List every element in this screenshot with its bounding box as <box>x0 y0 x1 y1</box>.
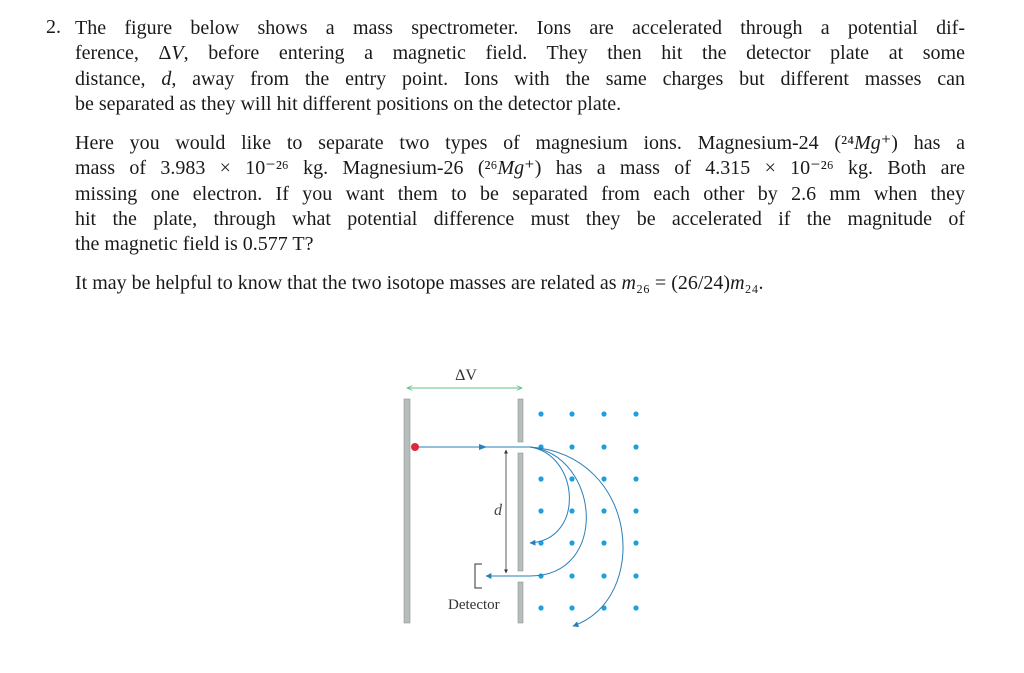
right-plate-top <box>518 399 523 442</box>
distance-d-label: d <box>494 502 502 519</box>
field-dot <box>538 605 543 610</box>
beam-direction-arrow <box>479 444 487 450</box>
field-dot <box>633 411 638 416</box>
detector-label: Detector <box>448 597 500 613</box>
right-plate-bottom <box>518 582 523 623</box>
text-segment: The figure below shows a mass spectrometer. Ions are accelerated through a potential dif- <box>75 17 965 39</box>
left-plate <box>404 399 410 623</box>
text-segment: Here you would like to separate two types of magnesium ions. Magnesium-24 (²⁴ <box>75 132 855 154</box>
field-dot <box>633 476 638 481</box>
field-dot <box>601 508 606 513</box>
field-dot <box>569 508 574 513</box>
field-dot <box>633 540 638 545</box>
field-dot <box>601 444 606 449</box>
field-dot <box>569 476 574 481</box>
math-symbol: Mg <box>497 157 525 180</box>
right-plate-middle <box>518 453 523 571</box>
text-segment: be separated as they will hit different positions on the detector plate. <box>75 92 622 115</box>
text-segment: ⁺) has a <box>880 132 965 154</box>
text-segment: ₂₄. <box>744 272 764 294</box>
math-symbol: m <box>621 272 636 294</box>
math-symbol: Mg <box>854 132 881 154</box>
field-dot <box>569 605 574 610</box>
field-dot <box>633 573 638 578</box>
text-segment: It may be helpful to know that the two isotope masses are related as <box>75 272 622 294</box>
text-segment: ⁺) has a mass of 4.315 × 10⁻²⁶ kg. Both are <box>524 157 966 180</box>
field-dot <box>538 508 543 513</box>
field-dot <box>633 508 638 513</box>
text-segment: the magnetic field is 0.577 T? <box>75 233 314 256</box>
field-dot <box>569 540 574 545</box>
math-symbol: d <box>161 67 172 90</box>
problem-number: 2. <box>46 16 61 38</box>
field-dot <box>633 444 638 449</box>
text-segment: , before entering a magnetic field. They then hit the detector plate at some <box>183 42 965 65</box>
detector-bracket <box>475 564 482 588</box>
magnetic-field-dots <box>538 411 638 610</box>
field-dot <box>569 444 574 449</box>
ion-path-small <box>530 447 569 543</box>
text-segment: ference, Δ <box>75 42 172 65</box>
field-dot <box>601 540 606 545</box>
text-segment: , away from the entry point. Ions with the same charges but different masses can <box>171 67 965 90</box>
math-symbol: V <box>171 42 184 65</box>
field-dot <box>538 573 543 578</box>
field-dot <box>633 605 638 610</box>
text-segment: distance, <box>75 67 162 90</box>
delta-v-label: ΔV <box>455 367 477 384</box>
ion-path-large <box>530 447 623 626</box>
field-dot <box>569 411 574 416</box>
field-dot <box>538 476 543 481</box>
text-segment: ₂₆ = (26/24) <box>635 272 731 294</box>
field-dot <box>601 476 606 481</box>
field-dot <box>601 573 606 578</box>
text-segment: missing one electron. If you want them to be separated from each other by 2.6 mm when they <box>75 182 965 205</box>
math-symbol: m <box>730 272 745 294</box>
text-segment: mass of 3.983 × 10⁻²⁶ kg. Magnesium-26 (²⁶ <box>75 157 498 180</box>
field-dot <box>601 411 606 416</box>
ion-source <box>411 443 419 451</box>
field-dot <box>569 573 574 578</box>
text-segment: hit the plate, through what potential difference must they be accelerated if the magnitude of <box>75 207 965 230</box>
field-dot <box>538 411 543 416</box>
